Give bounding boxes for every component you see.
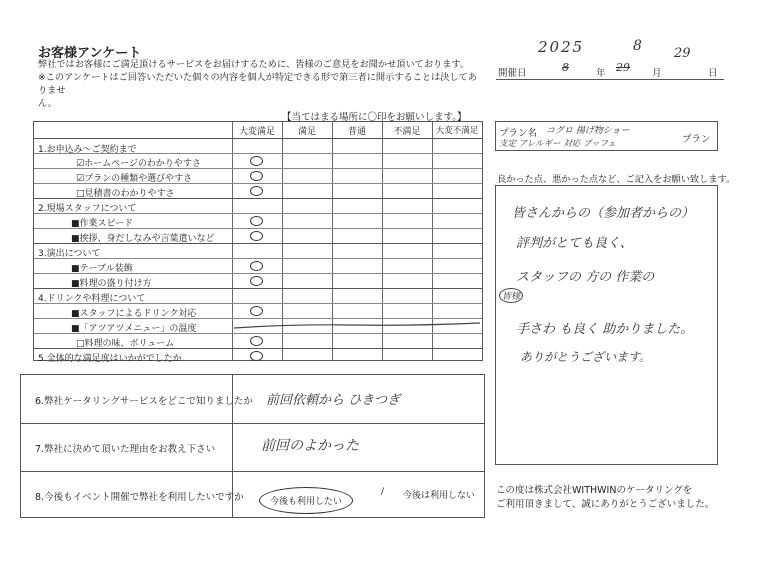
row-hot-menu-label: ■「アツアツメニュー」の温度 — [71, 324, 197, 334]
q8-label: 8.今後もイベント開催で弊社を利用したいですか — [35, 492, 244, 503]
plan-box — [495, 121, 718, 151]
q8-option-yes[interactable]: 今後も利用したい — [259, 487, 353, 514]
q6-answer[interactable]: 前回依頼から ひきつぎ — [266, 393, 401, 408]
footer-message — [496, 484, 714, 512]
rating-table — [33, 121, 483, 364]
month-unit: 月 — [652, 68, 662, 79]
comment-line-4: 手さわ も良く 助かりました。 — [516, 322, 694, 337]
row-drink-label: ■スタッフによるドリンク対応 — [71, 309, 197, 319]
plan-label: プラン名 — [499, 128, 538, 139]
month-struck: 8 — [562, 61, 569, 74]
mark-table-deco[interactable] — [250, 261, 263, 271]
event-date — [496, 36, 726, 81]
mark-speed[interactable] — [250, 216, 263, 226]
date-underline — [496, 79, 724, 80]
footer-line-2: ご利用頂きまして、誠にありがとうございました。 — [496, 499, 715, 510]
mark-homepage[interactable] — [250, 156, 263, 166]
form-title: お客様アンケート — [38, 46, 142, 61]
col-very-satisfied: 大変満足 — [238, 127, 275, 137]
section-1-label: 1.お申込み～ご契約まで — [38, 145, 137, 155]
section-3-label: 3.演出について — [38, 249, 101, 259]
section-5-label: 5.全体的な満足度はいかがでしたか — [38, 354, 182, 364]
mark-overall[interactable] — [250, 351, 263, 361]
year-handwritten: 2025 — [538, 38, 585, 56]
row-table-deco-label: ■テーブル装飾 — [71, 264, 133, 274]
mark-plan[interactable] — [250, 171, 263, 181]
col-very-unsatisfied: 大変不満足 — [435, 126, 479, 136]
legend-instruction: 【当てはまる場所に〇印をお願いします。】 — [282, 112, 467, 123]
questions-table — [20, 374, 485, 518]
comments-box[interactable] — [495, 185, 718, 465]
row-estimate-label: □見積書のわかりやすさ — [76, 189, 175, 199]
q8-separator: / — [381, 487, 385, 497]
mark-plating[interactable] — [250, 276, 263, 286]
intro-line-3: ん。 — [38, 98, 57, 109]
row-taste-label: □料理の味、ボリューム — [76, 339, 175, 349]
row-greeting-label: ■挨拶、身だしなみや言葉遣いなど — [71, 234, 215, 244]
intro-line-2: ※このアンケートはご回答いただいた個々の内容を個人が特定できる形で第三者に開示することは決してありませ — [38, 72, 477, 96]
row-plating-label: ■料理の盛り付け方 — [71, 279, 152, 289]
q6-label: 6.弊社ケータリングサービスをどこで知りましたか — [35, 396, 253, 407]
col-unsatisfied: 不満足 — [393, 127, 421, 137]
q7-answer[interactable]: 前回のよかった — [261, 438, 359, 454]
mark-drink[interactable] — [250, 306, 263, 316]
comment-line-2: 評判がとても良く、 — [516, 236, 633, 251]
comment-line-5: ありがとうございます。 — [520, 350, 652, 364]
day-struck: 29 — [616, 61, 630, 74]
plan-suffix: プラン — [682, 134, 711, 145]
section-2-label: 2.現場スタッフについて — [38, 204, 137, 214]
intro-line-1: 弊社ではお客様にご満足頂けるサービスをお届けするために、皆様のご意見をお聞かせ頂いております。 — [38, 59, 470, 70]
row-homepage-label: ☑ホームページのわかりやすさ — [76, 159, 201, 169]
year-unit: 年 — [596, 68, 606, 79]
day-handwritten: 29 — [674, 46, 691, 61]
section-4-label: 4.ドリンクや料理について — [38, 294, 146, 304]
col-normal: 普通 — [347, 127, 366, 137]
col-satisfied: 満足 — [297, 127, 316, 137]
comment-line-1: 皆さんからの（参加者からの） — [512, 206, 695, 221]
q7-label: 7.弊社に決めて頂いた理由をお教え下さい — [35, 444, 216, 455]
row-speed-label: ■作業スピード — [71, 219, 134, 229]
date-label: 開催日 — [498, 68, 527, 79]
day-unit: 日 — [708, 68, 718, 79]
mark-estimate[interactable] — [250, 186, 263, 196]
hot-menu-strike-line — [232, 318, 482, 332]
row-plan-label: ☑プランの種類や選びやすさ — [76, 174, 193, 184]
mark-greeting[interactable] — [250, 231, 263, 241]
footer-line-1: この度は株式会社WITHWINのケータリングを — [496, 485, 693, 496]
month-handwritten: 8 — [633, 38, 642, 54]
q8-option-no[interactable]: 今後は利用しない — [403, 491, 476, 501]
comment-line-3: スタッフの 方の 作業の — [516, 270, 655, 285]
plan-written-2: 支定 アレルギー 対応 ブッフェ — [499, 139, 617, 149]
mark-taste[interactable] — [250, 336, 263, 346]
comment-inserted-word: 皆様 — [499, 288, 523, 303]
intro-text — [38, 58, 478, 110]
plan-written-1: コグロ 揚げ物ショー — [546, 126, 630, 136]
comment-prompt: 良かった点、悪かった点など、ご記入をお願い致します。 — [497, 174, 736, 185]
